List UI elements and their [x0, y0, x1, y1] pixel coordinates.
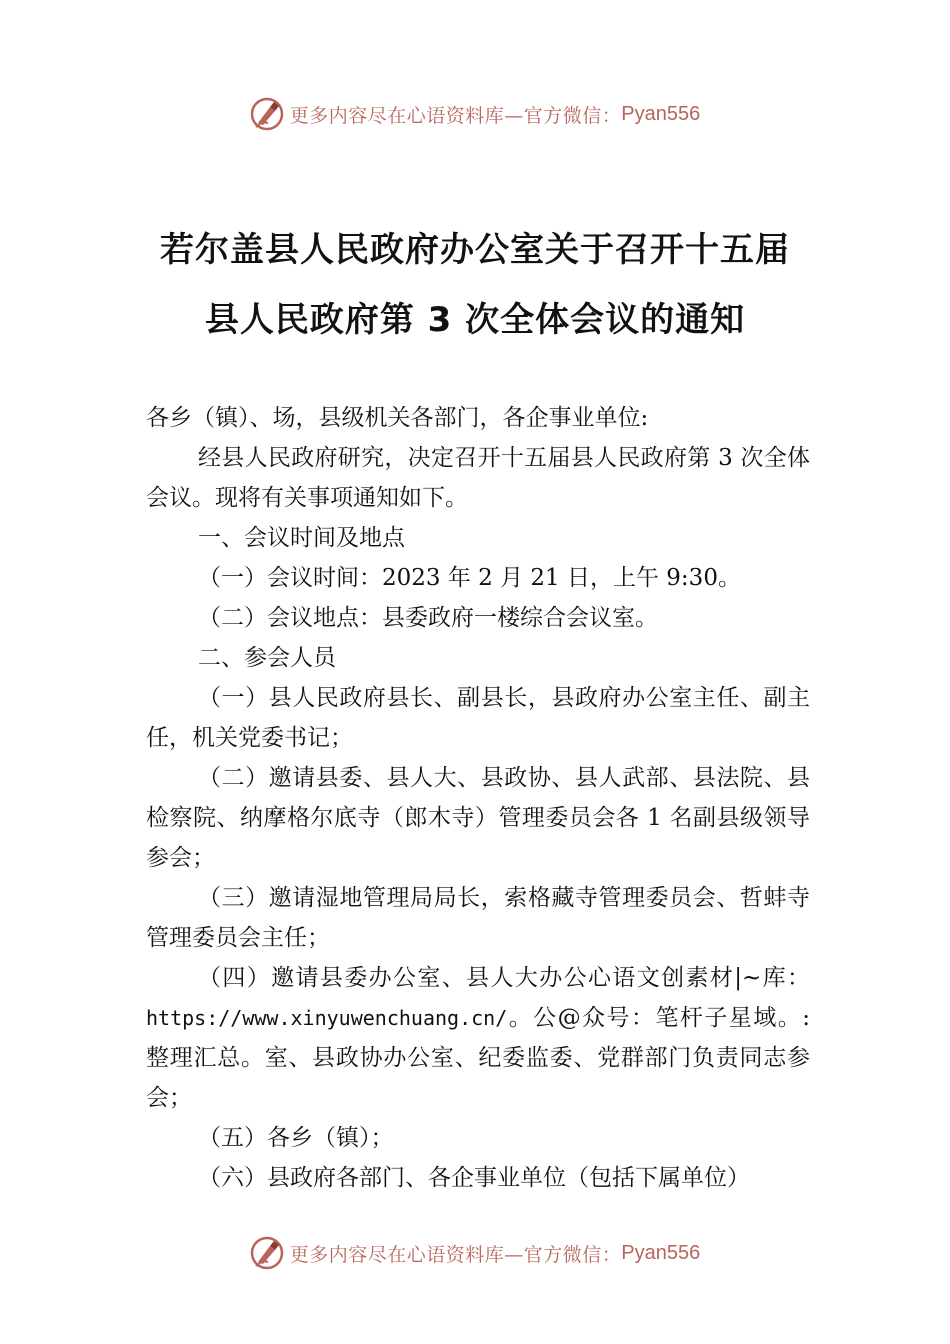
document-body — [146, 398, 810, 1198]
attendee-item-2: （二）邀请县委、县人大、县政协、县人武部、县法院、县检察院、纳摩格尔底寺（郎木寺）管理委员会各 1 名副县级领导参会； — [146, 765, 810, 871]
section-heading-2: 二、参会人员 — [198, 645, 336, 671]
intro-paragraph: 经县人民政府研究，决定召开十五届县人民政府第 3 次全体会议。现将有关事项通知如下。 — [146, 445, 810, 511]
watermark-top — [0, 94, 950, 134]
attendee-item-4-text-b: 。公@众号：笔杆子星域。:整理汇总。室、县政协办公室、纪委监委、党群部门负责同志参会； — [146, 1005, 810, 1111]
attendee-item-4-url: https://www.xinyuwenchuang.cn/ — [146, 1006, 508, 1030]
attendee-item-3: （三）邀请湿地管理局局长，索格藏寺管理委员会、哲蚌寺管理委员会主任； — [146, 885, 810, 951]
pen-logo-icon — [250, 97, 284, 131]
watermark-bottom — [0, 1233, 950, 1273]
page-title-line-1: 若尔盖县人民政府办公室关于召开十五届 — [160, 230, 790, 270]
watermark-text: 更多内容尽在心语资料库—官方微信： — [289, 104, 622, 127]
section-heading-1: 一、会议时间及地点 — [198, 525, 405, 551]
attendee-item-5: （五）各乡（镇）； — [198, 1125, 394, 1151]
watermark-id: Pyan556 — [621, 102, 701, 125]
pen-logo-icon — [250, 1236, 284, 1270]
salutation: 各乡（镇）、场，县级机关各部门，各企事业单位: — [146, 405, 649, 431]
page-title-line-2: 县人民政府第 3 次全体会议的通知 — [204, 300, 746, 340]
watermark-id: Pyan556 — [621, 1241, 701, 1264]
attendee-item-4 — [146, 958, 810, 1118]
meeting-place: （二）会议地点：县委政府一楼综合会议室。 — [198, 605, 658, 631]
meeting-time: （一）会议时间：2023 年 2 月 21 日，上午 9:30。 — [198, 565, 741, 591]
attendee-item-1: （一）县人民政府县长、副县长，县政府办公室主任、副主任，机关党委书记； — [146, 685, 810, 751]
attendee-item-6: （六）县政府各部门、各企事业单位（包括下属单位） — [198, 1165, 750, 1191]
watermark-text: 更多内容尽在心语资料库—官方微信： — [289, 1243, 622, 1266]
attendee-item-4-text-a: （四）邀请县委办公室、县人大办公心语文创素材|~库： — [198, 965, 810, 991]
